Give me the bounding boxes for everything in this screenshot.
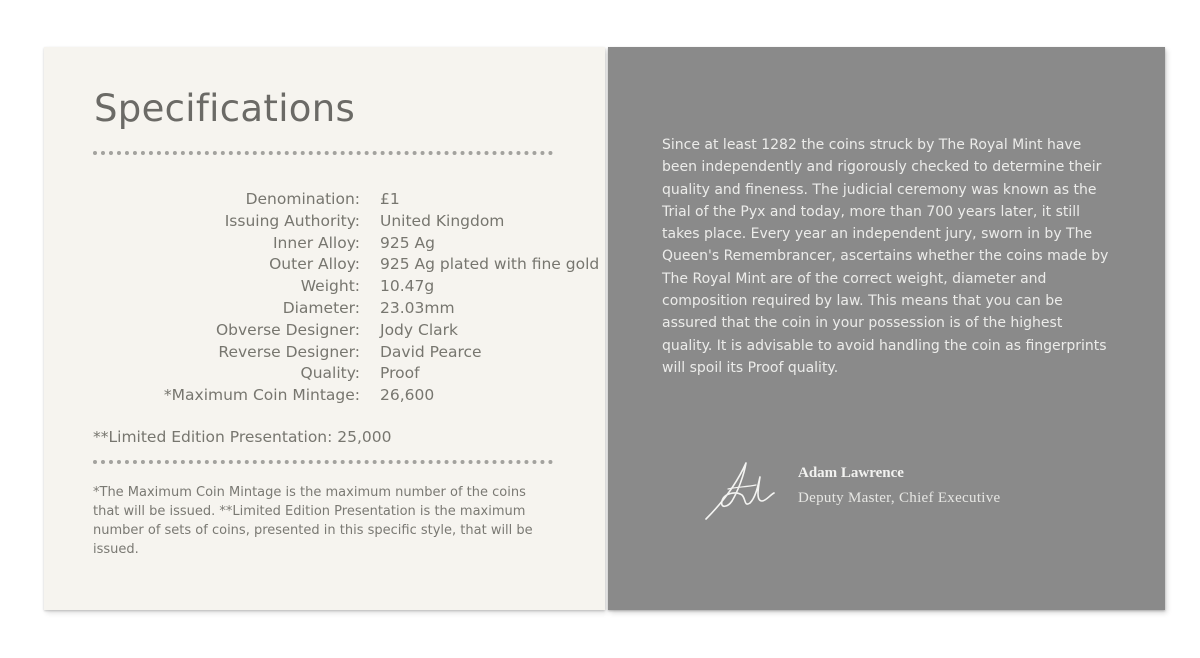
spec-value: 925 Ag plated with fine gold [380, 255, 600, 274]
specifications-title: Specifications [94, 87, 356, 130]
spec-value: Jody Clark [380, 320, 458, 339]
certificate-card [608, 47, 1165, 610]
spec-label: Weight: [300, 277, 360, 296]
spec-label: Inner Alloy: [272, 233, 360, 252]
limited-edition-presentation: **Limited Edition Presentation: 25,000 [93, 428, 392, 446]
spec-label: Obverse Designer: [215, 320, 360, 339]
spec-row [84, 254, 604, 276]
spec-value: 925 Ag [380, 233, 435, 252]
dotted-divider-top [93, 151, 553, 155]
spec-row [84, 233, 604, 255]
spec-label: Denomination: [245, 190, 360, 208]
spec-label: Outer Alloy: [269, 255, 360, 274]
spec-value: United Kingdom [380, 211, 505, 230]
spec-row [84, 189, 604, 211]
spec-value: 23.03mm [380, 298, 455, 317]
specifications-card [44, 47, 605, 610]
signer-role: Deputy Master, Chief Executive [798, 490, 1001, 506]
spec-label: Quality: [300, 364, 360, 383]
spec-row [84, 385, 604, 407]
spec-value: 26,600 [380, 386, 435, 405]
dotted-divider-bottom [93, 460, 553, 464]
spec-value: Proof [380, 364, 420, 383]
spec-row [84, 363, 604, 385]
spec-row [84, 298, 604, 320]
mintage-footnote: *The Maximum Coin Mintage is the maximum number of the coins that will be issued. **Limited Edition Presentation is the maximum number of sets of coins, presented in this specific style, that will be issued. [93, 485, 533, 557]
spec-label: Reverse Designer: [218, 342, 360, 361]
spec-value: David Pearce [380, 342, 482, 361]
spec-row [84, 211, 604, 233]
spec-row [84, 342, 604, 364]
spec-label: *Maximum Coin Mintage: [163, 386, 360, 405]
signature-mark [702, 455, 778, 523]
spec-value: £1 [380, 190, 400, 208]
spec-row [84, 320, 604, 342]
spec-label: Issuing Authority: [224, 211, 360, 230]
spec-row [84, 276, 604, 298]
spec-value: 10.47g [380, 277, 435, 296]
royal-mint-statement: Since at least 1282 the coins struck by The Royal Mint have been independently and rigorously checked to determine their quality and fineness. The judicial ceremony was known as the Trial of the Pyx and today, more than 700 years later, it still takes place. Every year an independent jury, sworn in by The Queen's Remembrancer, ascertains whether the coins made by The Royal Mint are of the correct weight, diameter and composition required by law. This means that you can be assured that the coin in your possession is of the highest quality. It is advisable to avoid handling the coin as fingerprints will spoil its Proof quality. [662, 137, 1109, 376]
spec-label: Diameter: [282, 298, 360, 317]
signer-name: Adam Lawrence [798, 465, 904, 481]
specifications-table [84, 189, 604, 407]
